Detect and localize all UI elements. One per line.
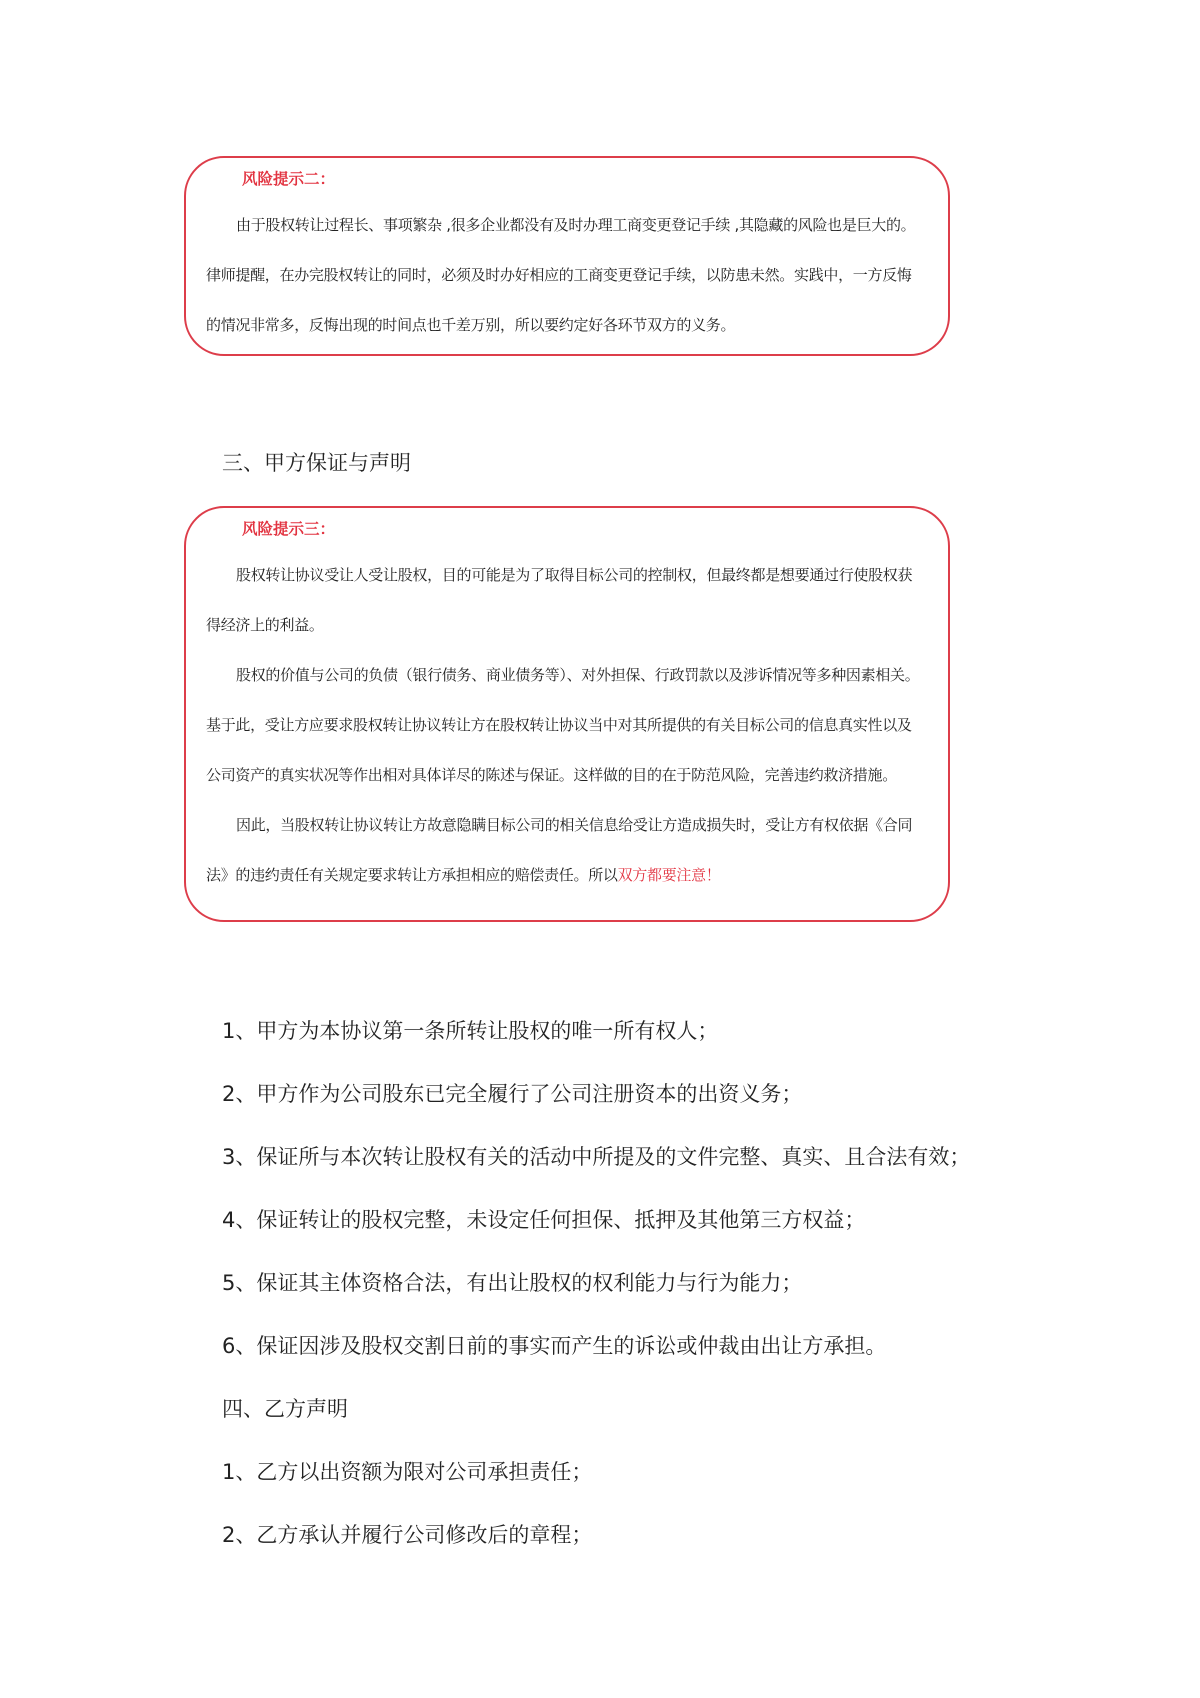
risk-tip-three-line: 公司资产的真实状况等作出相对具体详尽的陈述与保证。这样做的目的在于防范风险，完善违约救济措施。: [206, 766, 897, 784]
section-three-item: 4、保证转让的股权完整，未设定任何担保、抵押及其他第三方权益；: [222, 1208, 866, 1232]
section-four-heading: 四、乙方声明: [222, 1397, 348, 1421]
section-three-item: 2、甲方作为公司股东已完全履行了公司注册资本的出资义务；: [222, 1082, 803, 1106]
risk-tip-three-box: [184, 506, 950, 922]
risk-tip-three-line: 基于此，受让方应要求股权转让协议转让方在股权转让协议当中对其所提供的有关目标公司的信息真实性以及: [206, 716, 912, 734]
risk-tip-two-line: 律师提醒，在办完股权转让的同时，必须及时办好相应的工商变更登记手续，以防患未然。实践中，一方反悔: [206, 266, 912, 284]
section-three-item: 6、保证因涉及股权交割日前的事实而产生的诉讼或仲裁由出让方承担。: [222, 1334, 887, 1358]
risk-tip-three-title: 风险提示三：: [242, 520, 336, 538]
risk-tip-two-line: 的情况非常多，反悔出现的时间点也千差万别，所以要约定好各环节双方的义务。: [206, 316, 736, 334]
risk-tip-three-last-line: [206, 850, 930, 900]
risk-tip-two-line: 由于股权转让过程长、事项繁杂 ,很多企业都没有及时办理工商变更登记手续 ,其隐藏的风险也是巨大的。: [236, 216, 916, 234]
section-three-heading: 三、甲方保证与声明: [222, 451, 411, 475]
section-three-item: 3、保证所与本次转让股权有关的活动中所提及的文件完整、真实、且合法有效；: [222, 1145, 971, 1169]
risk-tip-three-line: 股权转让协议受让人受让股权，目的可能是为了取得目标公司的控制权，但最终都是想要通过行使股权获: [236, 566, 913, 584]
section-three-item: 5、保证其主体资格合法，有出让股权的权利能力与行为能力；: [222, 1271, 803, 1295]
risk-tip-two-title: 风险提示二：: [242, 170, 336, 188]
section-three-item: 1、甲方为本协议第一条所转让股权的唯一所有权人；: [222, 1019, 719, 1043]
section-four-item: 1、乙方以出资额为限对公司承担责任；: [222, 1460, 593, 1484]
risk-tip-three-highlight: 双方都要注意！: [617, 866, 721, 884]
section-four-item: 2、乙方承认并履行公司修改后的章程；: [222, 1523, 593, 1547]
risk-tip-three-last-text: 法》的违约责任有关规定要求转让方承担相应的赔偿责任。所以: [206, 866, 618, 884]
risk-tip-three-line: 股权的价值与公司的负债（银行债务、商业债务等）、对外担保、行政罚款以及涉诉情况等多种因素相关。: [236, 666, 920, 684]
risk-tip-three-line: 得经济上的利益。: [206, 616, 324, 634]
risk-tip-two-box: [184, 156, 950, 356]
risk-tip-three-line: 因此，当股权转让协议转让方故意隐瞒目标公司的相关信息给受让方造成损失时，受让方有权依据《合同: [236, 816, 913, 834]
